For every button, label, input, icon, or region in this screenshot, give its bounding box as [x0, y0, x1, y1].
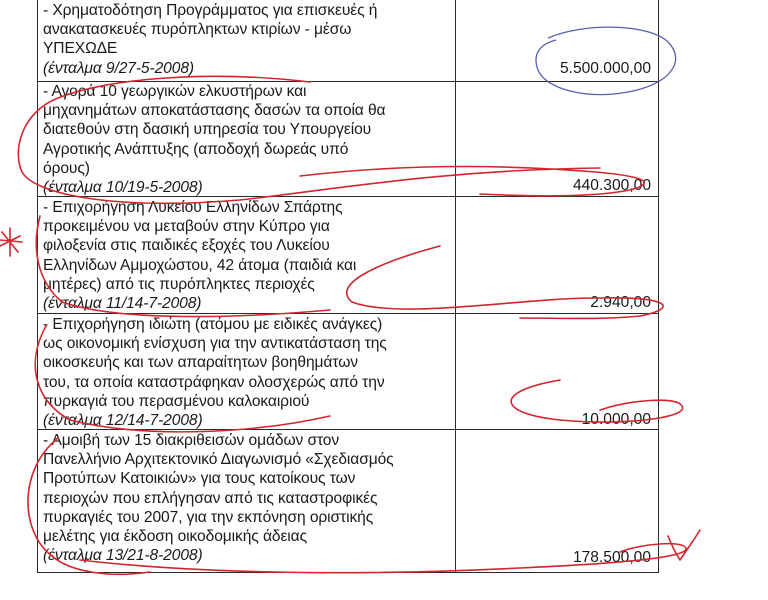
red-loop-mark [35, 326, 330, 432]
entry-line: Πανελλήνιο Αρχιτεκτονικό Διαγωνισμό «Σχεδιασμός [43, 451, 394, 469]
blue-oval-mark [536, 27, 676, 94]
red-asterisk-mark [0, 228, 22, 256]
entry-amount: 440.300,00 [572, 177, 651, 194]
entry-line: - Χρηματοδότηση Προγράμματος για επισκευές ή [43, 2, 378, 19]
entry-line: μηχανημάτων αποκατάστασης δασών τα οποία θα [43, 102, 386, 120]
entry-amount: 178.500,00 [572, 549, 651, 566]
entry-line: - Επιχορήγηση ιδιώτη (ατόμου με ειδικές ανάγκες) [43, 316, 383, 333]
entry-line: όρους) [43, 159, 90, 177]
red-swoosh-mark [347, 246, 663, 319]
entry-line: περιοχών που επλήγησαν από τις καταστροφικές [43, 489, 378, 507]
red-swoosh-mark [80, 544, 686, 573]
entry-reference: (ένταλμα 9/27-5-2008) [43, 59, 194, 77]
entry-line: οικοσκευής και των απαραίτητων βοηθημάτων [43, 354, 358, 372]
entry-line: Ελληνίδων Αμμοχώστου, 42 άτομα (παιδιά και [43, 256, 357, 274]
red-loop-mark [18, 76, 600, 203]
entry-line: προκειμένου να μεταβούν στην Κύπρο για [43, 218, 330, 236]
entry-line: ως οικονομική ενίσχυση για την αντικατάσταση της [43, 335, 387, 353]
entry-line: - Αμοιβή των 15 διακριθεισών ομάδων στον [43, 432, 340, 449]
entry-line: πυρκαγιές του 2007, για την εκπόνηση οριστικής [43, 508, 374, 526]
entry-line: μελέτης για έκδοση οικοδομικής άδειας [43, 528, 307, 546]
red-loop-mark [36, 216, 330, 317]
entry-line: - Επιχορήγηση Λυκείου Ελληνίδων Σπάρτης [43, 199, 343, 216]
entry-line: φιλοξενία στις παιδικές εξοχές του Λυκείου [43, 237, 330, 255]
entry-line: - Αγορά 10 γεωργικών ελκυστήρων και [43, 83, 307, 100]
entry-line: ΥΠΕΧΩΔΕ [43, 40, 118, 58]
entry-line: Προτύπων Κατοικιών» για τους κατοίκους των [43, 470, 356, 488]
entry-amount: 10.000,00 [581, 411, 651, 428]
entry-line: πυρκαγιά του περασμένου καλοκαιριού [43, 392, 310, 410]
red-loop-mark [28, 438, 150, 574]
entry-reference: (ένταλμα 11/14-7-2008) [43, 295, 202, 313]
entry-line: διατεθούν στη δασική υπηρεσία του Υπουργείου [43, 121, 372, 139]
red-swoosh-mark [511, 380, 682, 422]
entry-line: του, τα οποία καταστράφηκαν ολοσχερώς από την [43, 373, 385, 391]
entry-amount: 2.940,00 [590, 294, 651, 311]
entry-reference: (ένταλμα 10/19-5-2008) [43, 179, 203, 197]
entry-reference: (ένταλμα 12/14-7-2008) [43, 412, 203, 430]
entry-amount: 5.500.000,00 [559, 60, 651, 77]
entry-line: Αγροτικής Ανάπτυξης (αποδοχή δωρεάς υπό [43, 140, 349, 158]
entry-line: μητέρες) από τις πυρόπληκτες περιοχές [43, 275, 315, 293]
red-swoosh-mark [300, 167, 644, 196]
entry-reference: (ένταλμα 13/21-8-2008) [43, 547, 203, 565]
entry-line: ανακατασκευές πυρόπληκτων κτιρίων - μέσω [43, 21, 352, 39]
